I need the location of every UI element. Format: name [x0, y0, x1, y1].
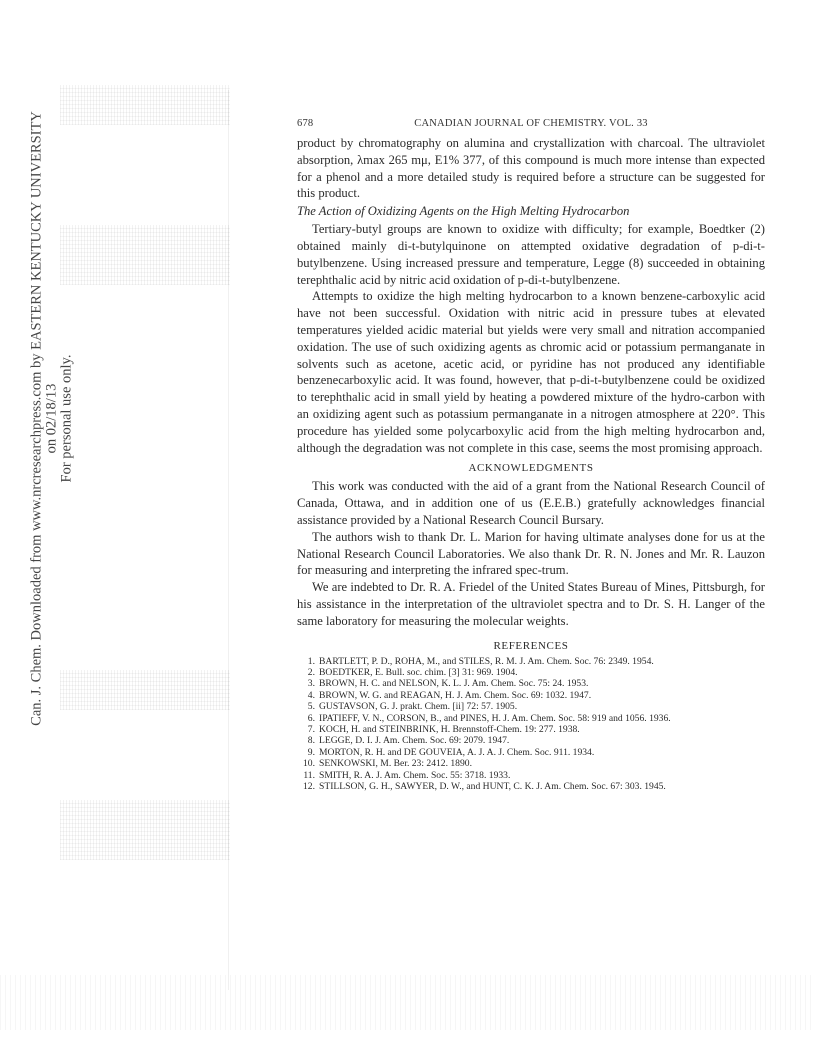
- reference-item: [297, 678, 765, 689]
- reference-item: [297, 667, 765, 678]
- scan-noise: [60, 670, 230, 710]
- scan-noise: [0, 975, 813, 1030]
- running-header: [297, 118, 765, 129]
- reference-item: [297, 656, 765, 667]
- reference-number: 12.: [303, 780, 315, 792]
- download-watermark: [30, 109, 75, 729]
- reference-text: STILLSON, G. H., SAWYER, D. W., and HUNT, C. K. J. Am. Chem. Soc. 67: 303. 1945.: [319, 780, 666, 792]
- paragraph: Tertiary-butyl groups are known to oxidize with difficulty; for example, Boedtker (2) obtained mainly di-t-butylquinone on attempted oxidative degradation of p-di-t-butylbenzene. Using increased pressure and temperature, Legge (8) succeeded in obtaining terephthalic acid by nitric acid oxidation of p-di-t-butylbenzene.: [297, 222, 765, 287]
- journal-title: CANADIAN JOURNAL OF CHEMISTRY. VOL. 33: [414, 118, 648, 129]
- reference-text: IPATIEFF, V. N., CORSON, B., and PINES, H. J. Am. Chem. Soc. 58: 919 and 1056. 1936.: [319, 712, 671, 724]
- reference-item: [297, 758, 765, 769]
- acknowledgments-heading: ACKNOWLEDGMENTS: [468, 462, 594, 475]
- reference-number: 8.: [307, 735, 315, 747]
- reference-number: 10.: [303, 758, 315, 770]
- reference-text: MORTON, R. H. and DE GOUVEIA, A. J. A. J. Chem. Soc. 911. 1934.: [319, 746, 595, 758]
- reference-number: 9.: [307, 746, 315, 758]
- reference-item: [297, 747, 765, 758]
- scan-noise: [60, 225, 230, 285]
- gutter-line: [228, 90, 229, 990]
- reference-item: [297, 724, 765, 735]
- reference-item: [297, 770, 765, 781]
- reference-number: 4.: [307, 689, 315, 701]
- reference-item: [297, 735, 765, 746]
- paragraph: We are indebted to Dr. R. A. Friedel of the United States Bureau of Mines, Pittsburgh, for his assistance in the interpretation of the ultraviolet spectra and to Dr. S. H. Langer of the same laboratory for measuring the molecular weights.: [297, 580, 765, 628]
- watermark-line: Can. J. Chem. Downloaded from www.nrcresearchpress.com by EASTERN KENTUCKY UNIVERSITY on 02/18/13: [28, 111, 60, 726]
- scan-noise: [60, 800, 230, 860]
- watermark-line: For personal use only.: [58, 354, 75, 483]
- paragraph: This work was conducted with the aid of a grant from the National Research Council of Canada, Ottawa, and in addition one of us (E.E.B.) gratefully acknowledges financial assistance provided by a National Research Council Bursary.: [297, 479, 765, 527]
- paragraph: Attempts to oxidize the high melting hydrocarbon to a known benzene-carboxylic acid have not been successful. Oxidation with nitric acid in pressure tubes at elevated temperatures yielded acidic material but yields were very small and nitration accompanied oxidation. The use of such oxidizing agents as chromic acid or potassium permanganate in solvents such as acetone, acetic acid, or pyridine has not produced any identifiable benzenecarboxylic acid. It was found, however, that p-di-t-butylbenzene could be oxidized to terephthalic acid in small yield by heating a powdered mixture of the hydro-carbon with an oxidizing agent such as potassium permanganate in a nitrogen atmosphere at 220°. This procedure has yielded some polycarboxylic acid from the high melting hydrocarbon and, although the degradation was not complete in this case, seems the most promising approach.: [297, 289, 765, 455]
- scan-noise: [60, 85, 230, 125]
- references-heading: REFERENCES: [493, 639, 569, 652]
- paragraph: The authors wish to thank Dr. L. Marion for having ultimate analyses done for us at the National Research Council Laboratories. We also thank Dr. R. N. Jones and Mr. R. Lauzon for measuring and interpreting the infrared spec-trum.: [297, 529, 765, 578]
- reference-text: BARTLETT, P. D., ROHA, M., and STILES, R. M. J. Am. Chem. Soc. 76: 2349. 1954.: [319, 655, 654, 667]
- reference-text: SENKOWSKI, M. Ber. 23: 2412. 1890.: [319, 758, 472, 770]
- reference-item: [297, 701, 765, 712]
- reference-text: SMITH, R. A. J. Am. Chem. Soc. 55: 3718. 1933.: [319, 769, 511, 781]
- reference-list: [297, 656, 765, 793]
- reference-number: 11.: [303, 769, 315, 781]
- reference-item: [297, 690, 765, 701]
- reference-text: BOEDTKER, E. Bull. soc. chim. [3] 31: 969. 1904.: [319, 666, 518, 678]
- reference-text: BROWN, H. C. and NELSON, K. L. J. Am. Chem. Soc. 75: 24. 1953.: [319, 678, 589, 690]
- reference-text: KOCH, H. and STEINBRINK, H. Brennstoff-Chem. 19: 277. 1938.: [319, 723, 580, 735]
- page-content: [297, 118, 765, 792]
- reference-text: BROWN, W. G. and REAGAN, H. J. Am. Chem. Soc. 69: 1032. 1947.: [319, 689, 592, 701]
- reference-item: [297, 713, 765, 724]
- section-title: The Action of Oxidizing Agents on the High Melting Hydrocarbon: [297, 204, 630, 219]
- reference-text: LEGGE, D. I. J. Am. Chem. Soc. 69: 2079. 1947.: [319, 735, 510, 747]
- reference-number: 7.: [307, 723, 315, 735]
- reference-number: 3.: [307, 678, 315, 690]
- reference-text: GUSTAVSON, G. J. prakt. Chem. [ii] 72: 57. 1905.: [319, 701, 518, 713]
- reference-item: [297, 781, 765, 792]
- page-number: 678: [297, 118, 314, 129]
- reference-number: 1.: [307, 655, 315, 667]
- reference-number: 2.: [307, 666, 315, 678]
- paragraph: product by chromatography on alumina and crystallization with charcoal. The ultraviolet absorption, λmax 265 mμ, E1% 377, of this compound is much more intense than expected for a phenol and a more detailed study is required before a structure can be suggested for this product.: [297, 136, 765, 201]
- reference-number: 5.: [307, 701, 315, 713]
- reference-number: 6.: [307, 712, 315, 724]
